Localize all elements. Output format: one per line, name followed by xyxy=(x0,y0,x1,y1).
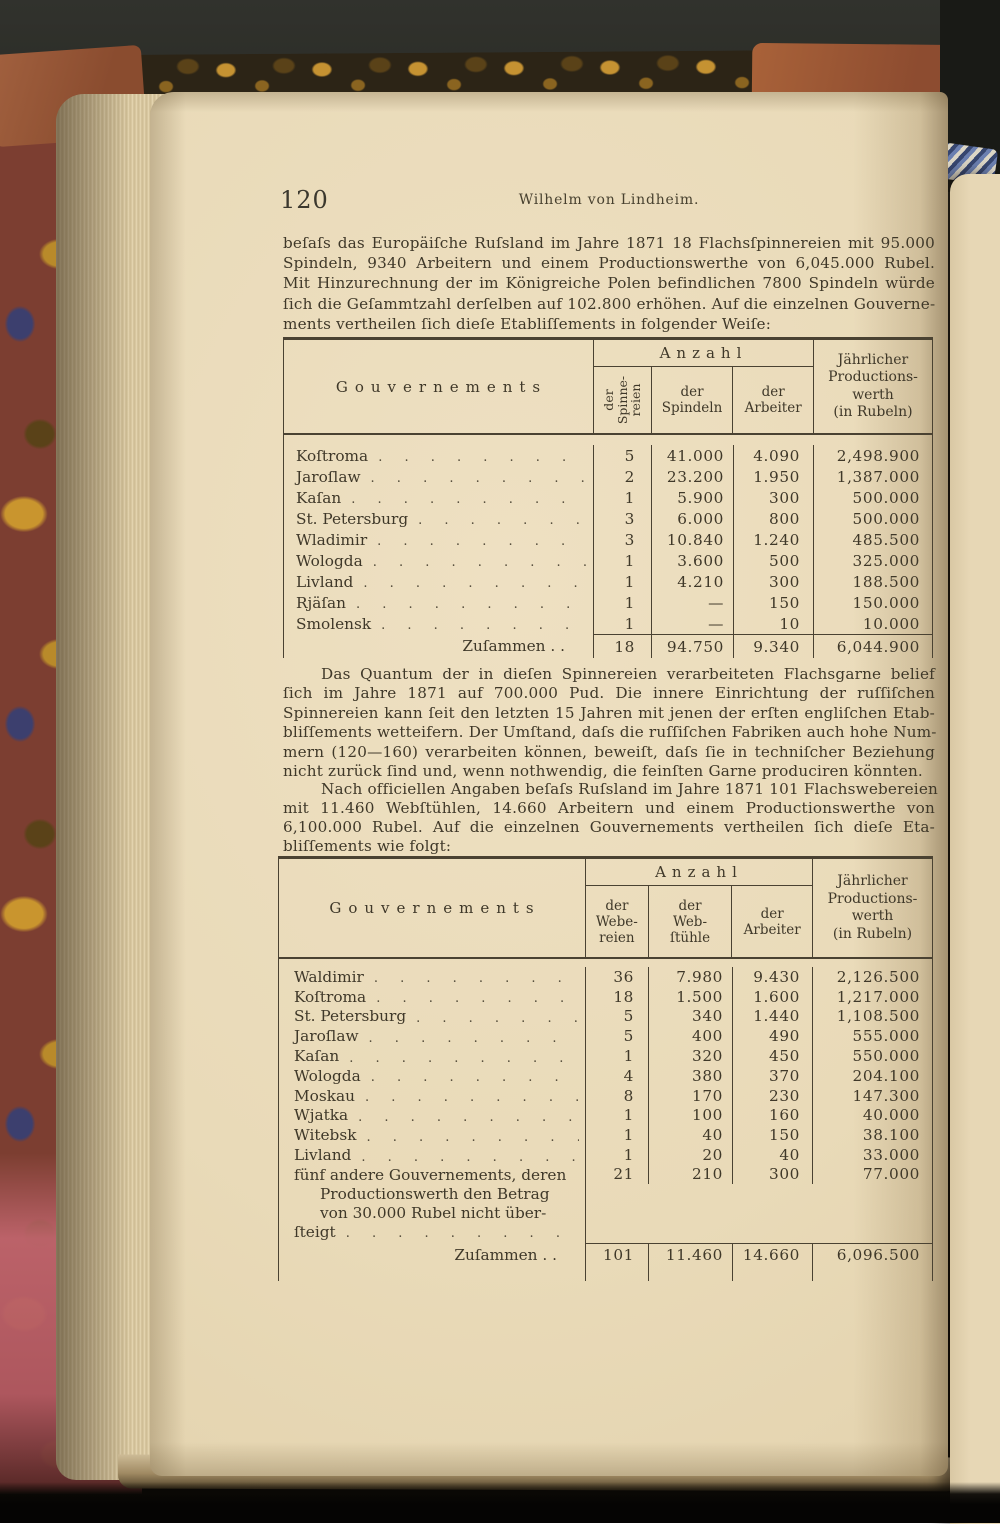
column-header-anzahl: Anzahl xyxy=(594,340,813,367)
row-label: Waldimir xyxy=(294,967,364,986)
cell-spindeln: 23.200 xyxy=(652,466,734,487)
cell-werth: 555.000 xyxy=(852,1027,920,1046)
cell-spinnereien: 1 xyxy=(594,592,652,613)
column-header-arbeiter xyxy=(733,367,813,433)
total-spinnereien: 18 xyxy=(594,634,652,658)
totals-row xyxy=(279,1243,932,1267)
cell-werth: 77.000 xyxy=(862,1164,920,1183)
cell-webereien: 36 xyxy=(586,967,649,987)
dot-leader xyxy=(366,1126,579,1145)
cell-arbeiter: 500 xyxy=(734,550,814,571)
cell-webereien: 4 xyxy=(586,1066,649,1086)
row-label: St. Petersburg xyxy=(296,509,409,528)
spinnereien-table xyxy=(283,337,933,658)
header-line: der xyxy=(678,897,702,914)
cell-webstuehle: 400 xyxy=(649,1026,733,1046)
dot-leader xyxy=(351,488,587,507)
dot-leader xyxy=(416,1007,579,1026)
cell-arbeiter: 1.240 xyxy=(734,529,814,550)
column-header-productionswerth xyxy=(814,340,932,433)
cell-arbeiter: 10 xyxy=(734,613,814,634)
cell-webereien: 1 xyxy=(586,1046,649,1066)
cell-webereien: 5 xyxy=(586,1007,649,1027)
table-row xyxy=(279,1026,932,1046)
table-row xyxy=(279,967,932,987)
cell-arbeiter: 4.090 xyxy=(734,445,814,466)
text-line: ſich die Geſammtzahl derſelben auf 102.800 erhöhen. Auf die einzelnen Gouverne- xyxy=(283,294,936,313)
text-line: ſich im Jahre 1871 auf 700.000 Pud. Die innere Einrichtung der ruſſiſchen xyxy=(283,684,935,703)
cell-arbeiter: 150 xyxy=(733,1125,813,1145)
table-row xyxy=(284,487,932,508)
cell-arbeiter: 300 xyxy=(734,487,814,508)
row-label: Koſtroma xyxy=(296,446,369,465)
cell-werth: 1,108.500 xyxy=(836,1007,920,1026)
text-line: Spinnereien kann ſeit den letzten 15 Jahren mit jenen der erſten engliſchen Etab- xyxy=(283,703,935,722)
book-page xyxy=(150,92,948,1476)
header-line: Spinne- xyxy=(614,375,630,425)
cell-spindeln: 5.900 xyxy=(652,487,734,508)
cell-arbeiter: 1.440 xyxy=(733,1007,813,1027)
cell-spinnereien: 3 xyxy=(594,529,652,550)
row-label: Wladimir xyxy=(296,530,368,549)
text-line: bliſſements wetteifern. Der Umſtand, daſs die ruſſiſchen Fabriken auch hohe Num- xyxy=(283,723,937,742)
dot-leader xyxy=(371,1066,579,1085)
header-line: Arbeiter xyxy=(743,921,801,938)
cell-spindeln: — xyxy=(652,592,734,613)
table-row xyxy=(284,592,932,613)
dot-leader xyxy=(376,987,579,1006)
photo-background-bottom xyxy=(0,1482,1000,1523)
header-line: der xyxy=(605,897,629,914)
table-row xyxy=(284,466,932,487)
row-label: Wologda xyxy=(294,1066,361,1085)
header-line: reien xyxy=(628,383,644,417)
dot-leader xyxy=(363,572,587,591)
cell-arbeiter: 300 xyxy=(733,1165,813,1184)
row-label: Rjäſan xyxy=(296,593,347,612)
column-header-anzahl: Anzahl xyxy=(586,859,812,886)
cell-werth: 500.000 xyxy=(852,488,920,507)
row-label: Moskau xyxy=(294,1086,355,1105)
cell-spinnereien: 1 xyxy=(594,571,652,592)
dot-leader xyxy=(377,530,587,549)
text-line: nicht zurück ſind und, wenn nothwendig, die feinſten Garne produciren könnten. xyxy=(283,762,923,781)
total-arbeiter: 9.340 xyxy=(734,634,814,658)
total-werth: 6,096.500 xyxy=(813,1243,932,1267)
row-label: Wjatka xyxy=(294,1106,349,1125)
dot-leader xyxy=(374,967,579,986)
header-line: werth xyxy=(851,908,894,924)
webereien-table xyxy=(278,856,933,1281)
cell-webereien: 1 xyxy=(586,1145,649,1165)
row-label-line: Productionswerth den Betrag xyxy=(320,1184,550,1203)
cell-werth: 150.000 xyxy=(852,593,920,612)
dot-leader xyxy=(369,1027,579,1046)
totals-label: Zuſammen . . xyxy=(279,1243,586,1267)
dot-leader xyxy=(378,446,587,465)
cell-arbeiter: 40 xyxy=(733,1145,813,1165)
cell-werth: 38.100 xyxy=(862,1126,920,1145)
header-line: Web- xyxy=(673,913,708,930)
cell-werth: 40.000 xyxy=(862,1106,920,1125)
dot-leader xyxy=(381,614,587,633)
cell-werth: 2,126.500 xyxy=(836,967,920,986)
cell-arbeiter: 490 xyxy=(733,1026,813,1046)
cell-webstuehle: 210 xyxy=(649,1165,733,1184)
header-line: der xyxy=(760,905,784,922)
text-line: beſaſs das Europäiſche Ruſsland im Jahre 1871 18 Flachsſpinnereien mit 95.000 xyxy=(283,234,935,252)
total-spindeln: 94.750 xyxy=(652,634,734,658)
cell-werth: 1,217.000 xyxy=(836,987,920,1006)
totals-row xyxy=(284,634,932,658)
cell-werth: 147.300 xyxy=(852,1086,920,1105)
cell-spindeln: 10.840 xyxy=(652,529,734,550)
cell-werth: 1,387.000 xyxy=(836,467,920,486)
column-header-arbeiter xyxy=(732,886,812,957)
cell-spinnereien: 1 xyxy=(594,613,652,634)
column-header-gouvernements: Gouvernements xyxy=(279,859,586,957)
cell-werth: 204.100 xyxy=(852,1066,920,1085)
cell-werth: 550.000 xyxy=(852,1047,920,1066)
cell-webereien: 1 xyxy=(586,1125,649,1145)
cell-spindeln: — xyxy=(652,613,734,634)
header-line: Spindeln xyxy=(661,400,723,416)
cell-arbeiter: 800 xyxy=(734,508,814,529)
row-label: Kaſan xyxy=(294,1047,340,1066)
table-row xyxy=(279,1066,932,1086)
table-row xyxy=(284,529,932,550)
row-label-line: ſteigt xyxy=(294,1222,336,1241)
row-label: Koſtroma xyxy=(294,987,367,1006)
text-line: bliſſements wie folgt: xyxy=(283,836,452,855)
table-body xyxy=(279,959,932,1281)
text-line: Nach officiellen Angaben beſaſs Ruſsland im Jahre 1871 101 Flachswebereien xyxy=(321,780,938,798)
dot-leader xyxy=(349,1047,579,1066)
cell-spindeln: 4.210 xyxy=(652,571,734,592)
dot-leader xyxy=(365,1086,579,1105)
table-row xyxy=(279,1145,932,1165)
table-row xyxy=(284,613,932,634)
header-line: Arbeiter xyxy=(744,400,802,416)
cell-arbeiter: 1.600 xyxy=(733,987,813,1007)
table-row xyxy=(284,550,932,571)
table-row xyxy=(284,508,932,529)
cell-arbeiter: 300 xyxy=(734,571,814,592)
dot-leader xyxy=(356,593,587,612)
text-line: Mit Hinzurechnung der im Königreiche Polen befindlichen 7800 Spindeln würde xyxy=(283,274,935,293)
cell-webstuehle: 20 xyxy=(649,1145,733,1165)
row-label: Livland xyxy=(296,572,354,591)
dot-leader xyxy=(418,509,587,528)
row-label-line: fünf andere Gouvernements, deren xyxy=(294,1165,567,1184)
cell-webstuehle: 340 xyxy=(649,1007,733,1027)
column-header-spinnereien xyxy=(594,367,652,433)
cell-webstuehle: 40 xyxy=(649,1125,733,1145)
cell-spindeln: 6.000 xyxy=(652,508,734,529)
table-row xyxy=(279,1106,932,1126)
header-line: reien xyxy=(599,929,635,946)
cell-werth: 10.000 xyxy=(862,614,920,633)
cell-spinnereien: 1 xyxy=(594,550,652,571)
column-header-spindeln xyxy=(652,367,734,433)
cell-webereien: 8 xyxy=(586,1086,649,1106)
text-line: ments vertheilen ſich dieſe Etabliſſements in folgender Weiſe: xyxy=(283,314,772,333)
cell-webereien: 18 xyxy=(586,987,649,1007)
table-header xyxy=(284,340,932,433)
cell-spindeln: 3.600 xyxy=(652,550,734,571)
paragraph-1 xyxy=(283,233,935,334)
row-label: Jaroſlaw xyxy=(296,467,361,486)
paragraph-3 xyxy=(283,780,938,856)
cell-webereien: 21 xyxy=(586,1165,649,1184)
row-label: Jaroſlaw xyxy=(294,1027,359,1046)
column-header-webereien xyxy=(586,886,649,957)
cell-spinnereien: 1 xyxy=(594,487,652,508)
header-line: Productions- xyxy=(828,369,918,385)
text-line: mit 11.460 Webſtühlen, 14.660 Arbeitern und einem Productionswerthe von xyxy=(283,798,935,817)
row-label: St. Petersburg xyxy=(294,1007,407,1026)
row-label: Livland xyxy=(294,1146,352,1165)
row-label: Witebsk xyxy=(294,1126,357,1145)
total-arbeiter: 14.660 xyxy=(733,1243,813,1267)
text-line: Das Quantum der in dieſen Spinnereien verarbeiteten Flachsgarne belief xyxy=(321,665,935,683)
dot-leader xyxy=(371,467,587,486)
cell-arbeiter: 1.950 xyxy=(734,466,814,487)
cell-spindeln: 41.000 xyxy=(652,445,734,466)
table-body xyxy=(284,435,932,658)
cell-arbeiter: 160 xyxy=(733,1106,813,1126)
text-line: mern (120—160) verarbeiten können, beweiſt, daſs ſie in techniſcher Beziehung xyxy=(283,742,935,761)
header-line: der xyxy=(680,384,704,400)
header-line: Jährlicher xyxy=(837,873,908,889)
cell-werth: 485.500 xyxy=(852,530,920,549)
table-row xyxy=(284,571,932,592)
header-line: (in Rubeln) xyxy=(832,925,913,942)
text-line: Spindeln, 9340 Arbeitern und einem Productionswerthe von 6,045.000 Rubel. xyxy=(283,254,935,273)
cell-webstuehle: 320 xyxy=(649,1046,733,1066)
row-label: Wologda xyxy=(296,551,363,570)
cell-webstuehle: 380 xyxy=(649,1066,733,1086)
cell-spinnereien: 2 xyxy=(594,466,652,487)
row-label-line: von 30.000 Rubel nicht über- xyxy=(320,1203,547,1222)
cell-werth: 188.500 xyxy=(852,572,920,591)
row-label: Smolensk xyxy=(296,614,372,633)
cell-webstuehle: 170 xyxy=(649,1086,733,1106)
text-line: 6,100.000 Rubel. Auf die einzelnen Gouvernements vertheilen ſich dieſe Eta- xyxy=(283,817,935,836)
running-head: Wilhelm von Lindheim. xyxy=(518,192,700,208)
cell-werth: 500.000 xyxy=(852,509,920,528)
totals-label: Zuſammen . . xyxy=(284,634,594,658)
table-row xyxy=(279,1086,932,1106)
anzahl-group xyxy=(586,859,813,957)
cell-werth: 325.000 xyxy=(852,551,920,570)
header-line: werth xyxy=(852,386,894,403)
cell-spinnereien: 5 xyxy=(594,445,652,466)
total-werth: 6,044.900 xyxy=(814,634,932,658)
dot-leader xyxy=(358,1106,579,1125)
header-line: ſtühle xyxy=(669,929,711,946)
dot-leader xyxy=(373,551,587,570)
table-tail-rules xyxy=(279,1267,932,1281)
page-number: 120 xyxy=(280,186,329,214)
header-line: der xyxy=(761,384,785,400)
cell-arbeiter: 450 xyxy=(733,1046,813,1066)
cell-spinnereien: 3 xyxy=(594,508,652,529)
paragraph-2 xyxy=(283,665,935,781)
cell-arbeiter: 230 xyxy=(733,1086,813,1106)
cell-arbeiter: 370 xyxy=(733,1066,813,1086)
cell-webstuehle: 7.980 xyxy=(649,967,733,987)
dot-leader xyxy=(361,1146,579,1165)
cell-webereien: 5 xyxy=(586,1026,649,1046)
header-line: der xyxy=(601,389,617,411)
table-row xyxy=(279,987,932,1007)
cell-arbeiter: 150 xyxy=(734,592,814,613)
dot-leader xyxy=(346,1223,579,1243)
facing-page-edge xyxy=(950,174,1000,1524)
table-row-multiline xyxy=(279,1165,932,1243)
column-header-gouvernements: Gouvernements xyxy=(284,340,594,433)
cell-webstuehle: 1.500 xyxy=(649,987,733,1007)
cell-werth: 33.000 xyxy=(862,1146,920,1165)
header-line: (in Rubeln) xyxy=(833,404,913,420)
column-header-productionswerth xyxy=(813,859,932,957)
row-label: Kaſan xyxy=(296,488,342,507)
table-row xyxy=(279,1046,932,1066)
cell-arbeiter: 9.430 xyxy=(733,967,813,987)
header-line: Jährlicher xyxy=(837,351,909,368)
table-header xyxy=(279,859,932,957)
header-line: Webe- xyxy=(595,913,638,930)
cell-webereien: 1 xyxy=(586,1106,649,1126)
anzahl-group xyxy=(594,340,814,433)
table-row xyxy=(279,1125,932,1145)
total-webereien: 101 xyxy=(586,1243,649,1267)
cell-werth: 2,498.900 xyxy=(836,446,920,465)
header-line: Productions- xyxy=(827,890,918,907)
column-header-webstuehle xyxy=(649,886,733,957)
table-row xyxy=(279,1007,932,1027)
total-webstuehle: 11.460 xyxy=(649,1243,733,1267)
table-row xyxy=(284,445,932,466)
cell-webstuehle: 100 xyxy=(649,1106,733,1126)
